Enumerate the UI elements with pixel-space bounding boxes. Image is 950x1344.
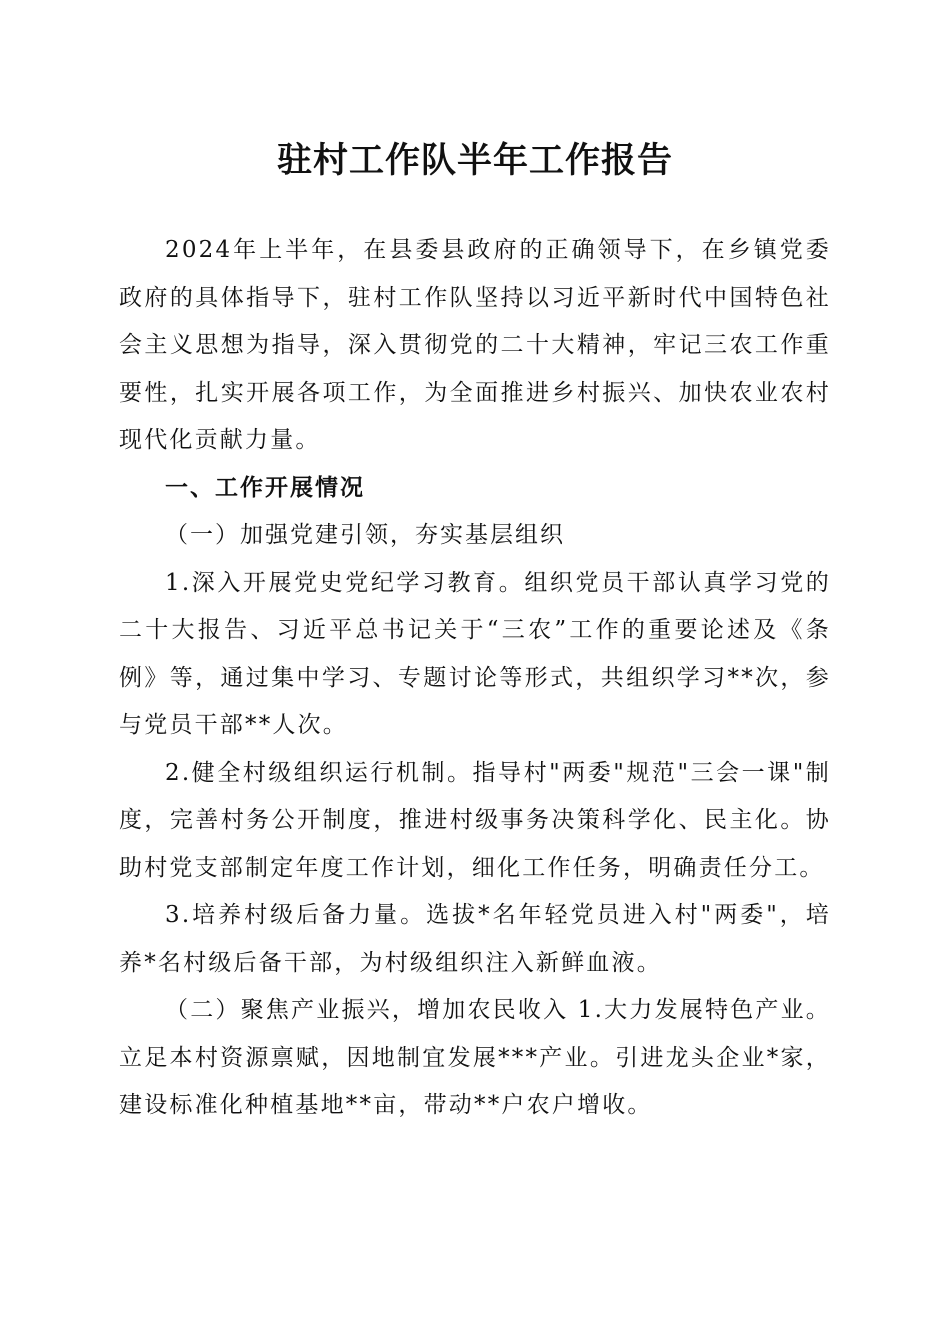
subsection-paragraph-industry: （二）聚焦产业振兴，增加农民收入 1.大力发展特色产业。立足本村资源禀赋，因地制宜发展***产业。引进龙头企业*家，建设标准化种植基地**亩，带动**户农户增收。 (119, 997, 831, 1118)
document-body (119, 227, 831, 1130)
item-paragraph-village-organization: 2.健全村级组织运行机制。指导村"两委"规范"三会一课"制度，完善村务公开制度，推进村级事务决策科学化、民主化。协助村党支部制定年度工作计划，细化工作任务，明确责任分工。 (119, 759, 831, 881)
intro-paragraph: 2024年上半年，在县委县政府的正确领导下，在乡镇党委政府的具体指导下，驻村工作队坚持以习近平新时代中国特色社会主义思想为指导，深入贯彻党的二十大精神，牢记三农工作重要性，扎实开展各项工作，为全面推进乡村振兴、加快农业农村现代化贡献力量。 (119, 237, 831, 453)
subsection-heading-party-building: （一）加强党建引领，夯实基层组织 (165, 522, 565, 548)
item-paragraph-party-study: 1.深入开展党史党纪学习教育。组织党员干部认真学习党的二十大报告、习近平总书记关于“三农”工作的重要论述及《条例》等，通过集中学习、专题讨论等形式，共组织学习**次，参与党员干部**人次。 (119, 569, 831, 738)
section-heading-work-status: 一、工作开展情况 (165, 474, 365, 501)
item-paragraph-reserve-cadres: 3.培养村级后备力量。选拔*名年轻党员进入村"两委"，培养*名村级后备干部，为村级组织注入新鲜血液。 (119, 902, 831, 976)
document-title: 驻村工作队半年工作报告 (276, 140, 673, 181)
